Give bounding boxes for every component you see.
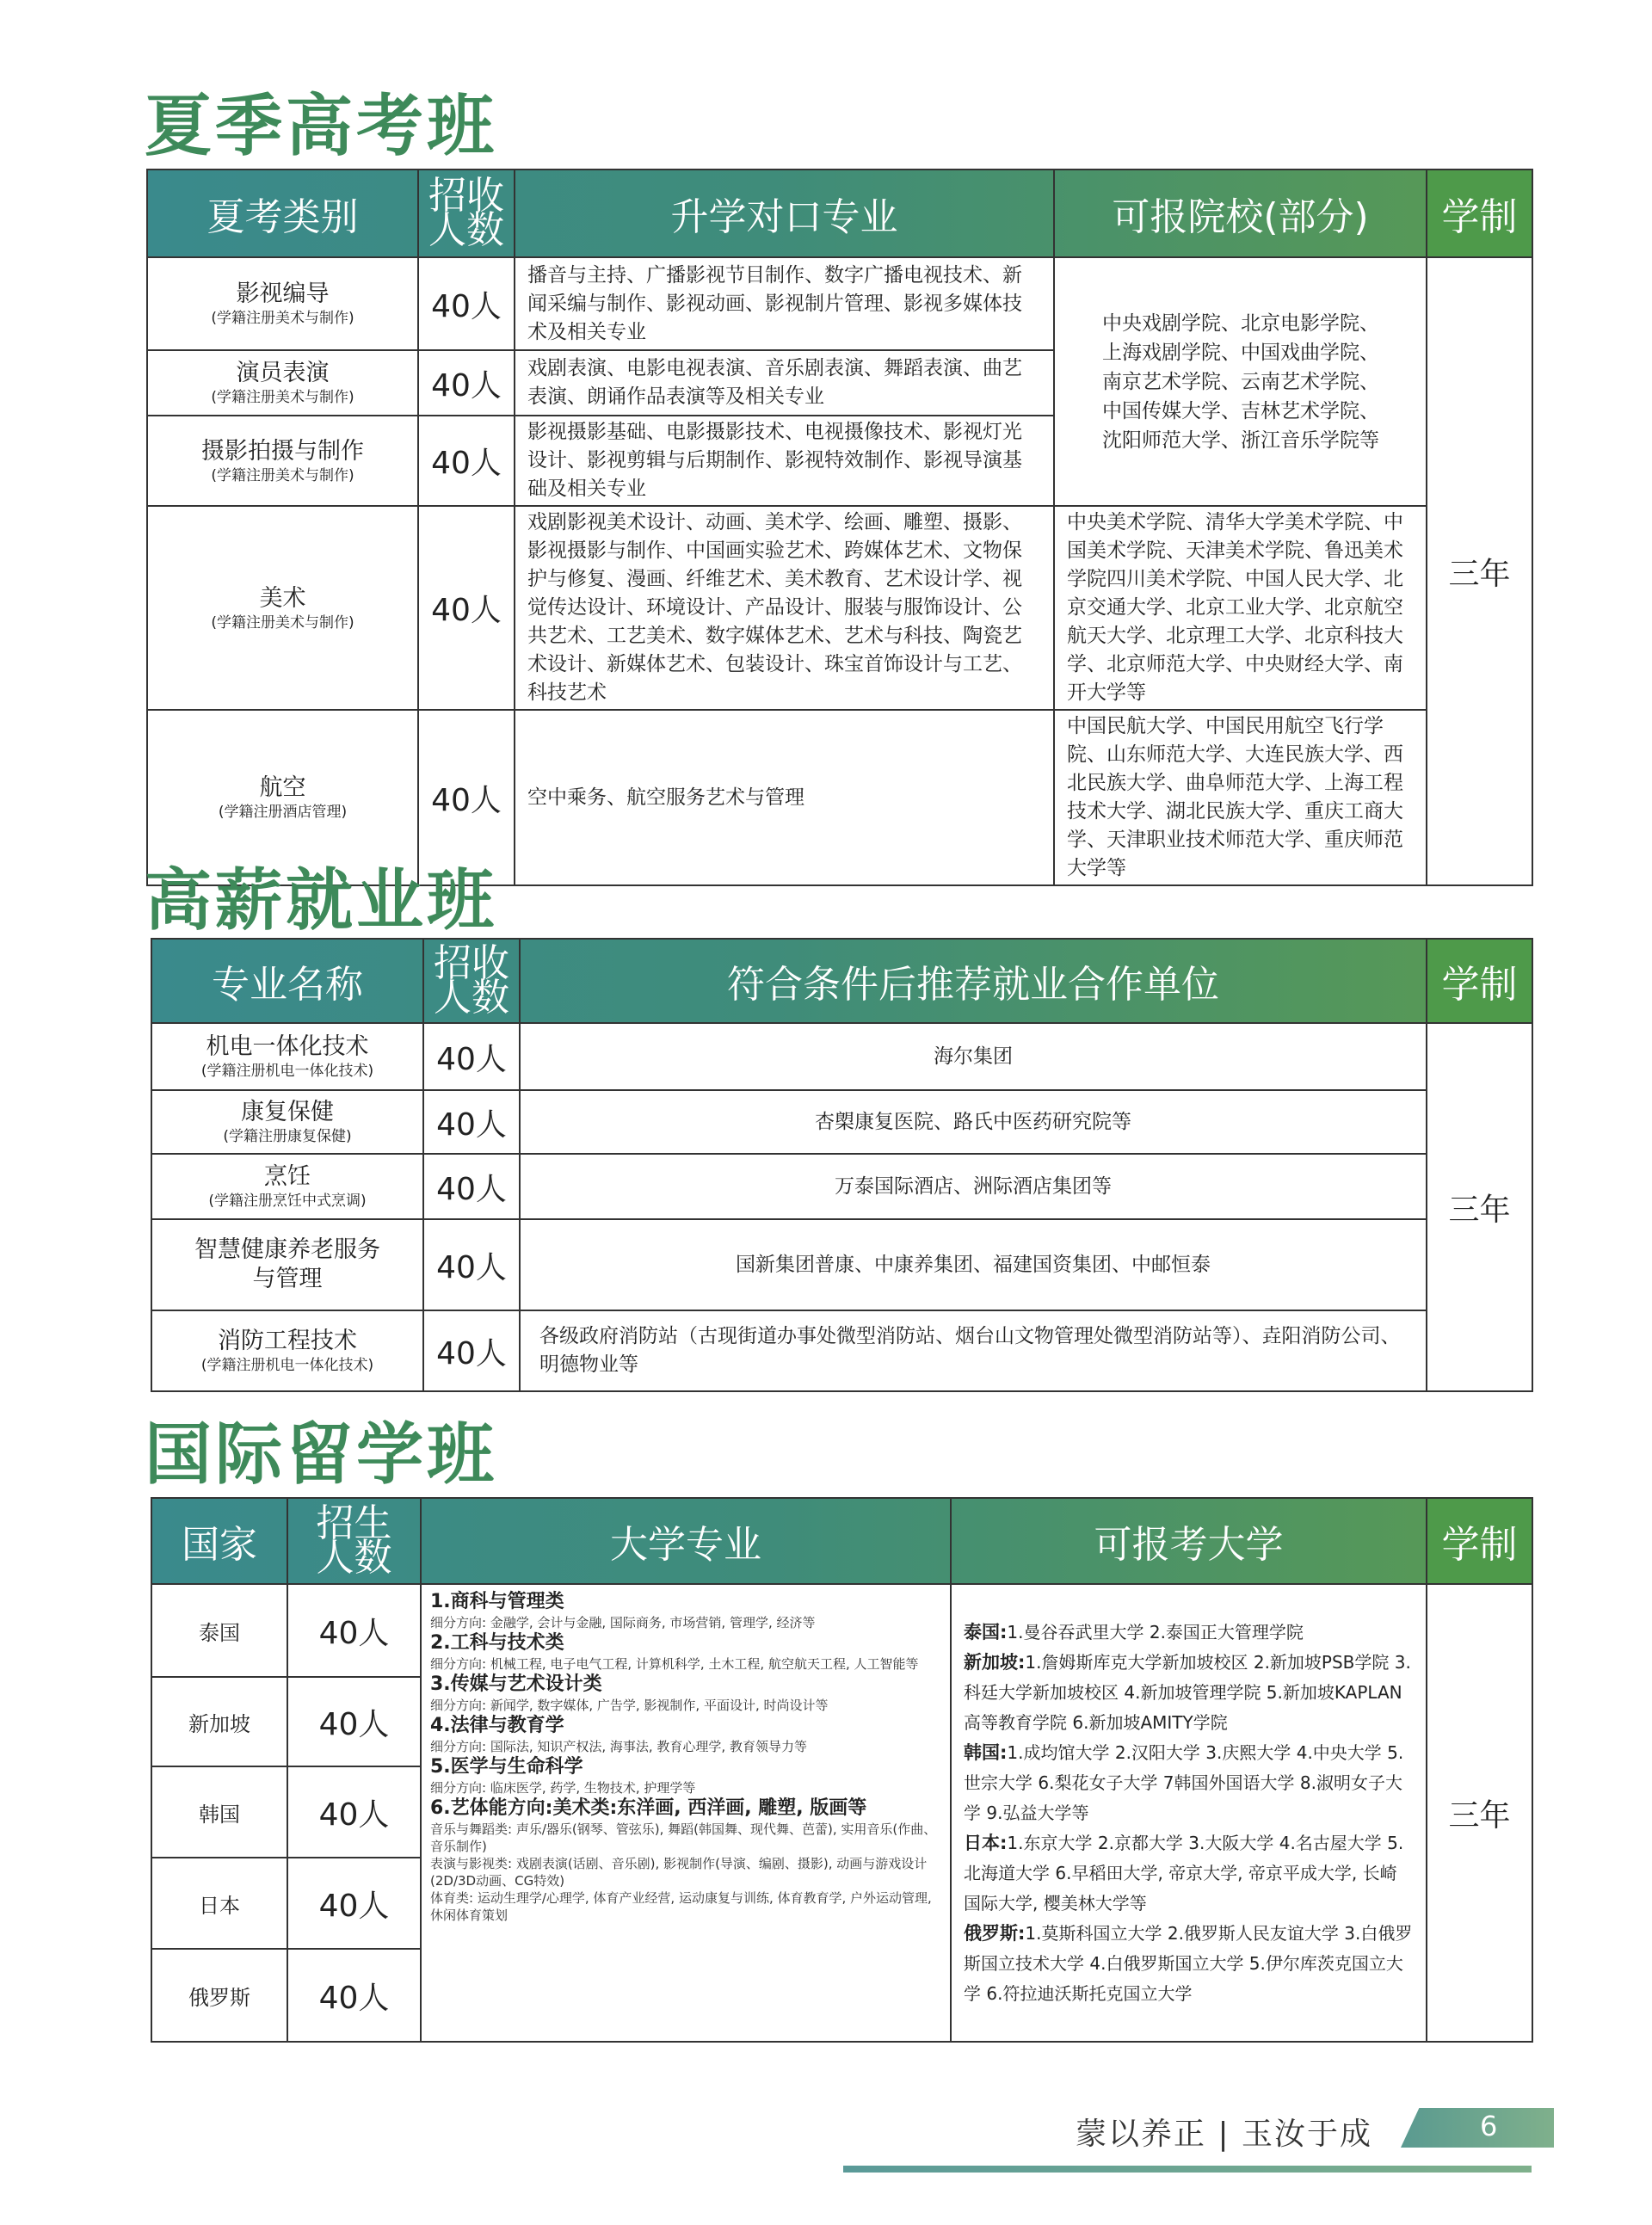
table-row xyxy=(151,1090,1532,1154)
intl-table xyxy=(151,1497,1533,2043)
header-majors: 升学对口专业 xyxy=(515,169,1054,257)
count-cell: 40人 xyxy=(418,506,515,710)
table-row xyxy=(151,1310,1532,1391)
summer-table xyxy=(146,169,1533,886)
major-cell: 机电一体化技术 (学籍注册机电一体化技术) xyxy=(151,1023,423,1090)
schools-cell: 中国民航大学、中国民用航空飞行学院、山东师范大学、大连民族大学、西北民族大学、曲阜师范大学、上海工程技术大学、湖北民族大学、重庆工商大学、天津职业技术师范大学、重庆师范大学等 xyxy=(1054,710,1427,885)
majors-cell: 戏剧表演、电影电视表演、音乐剧表演、舞蹈表演、曲艺表演、朗诵作品表演等及相关专业 xyxy=(515,350,1054,416)
count-cell: 40人 xyxy=(423,1219,520,1310)
header-enroll: 招收 人数 xyxy=(423,939,520,1023)
uni-singapore: 新加坡:1.詹姆斯库克大学新加坡校区 2.新加坡PSB学院 3.科廷大学新加坡校区 4.新加坡管理学院 5.新加坡KAPLAN高等教育学院 6.新加坡AMITY学院 xyxy=(964,1651,1411,1733)
count-cell: 40人 xyxy=(287,1858,421,1949)
major-cell: 消防工程技术 (学籍注册机电一体化技术) xyxy=(151,1310,423,1391)
count-cell: 40人 xyxy=(418,710,515,885)
universities-cell xyxy=(951,1584,1427,2042)
majors-cell: 影视摄影基础、电影摄影技术、电视摄像技术、影视灯光设计、影视剪辑与后期制作、影视特效制作、影视导演基础及相关专业 xyxy=(515,416,1054,506)
schools-cell: 中央戏剧学院、北京电影学院、上海戏剧学院、中国戏曲学院、南京艺术学院、云南艺术学院、中国传媒大学、吉林艺术学院、沈阳师范大学、浙江音乐学院等 xyxy=(1054,257,1427,506)
schools-cell: 中央美术学院、清华大学美术学院、中国美术学院、天津美术学院、鲁迅美术学院四川美术学院、中国人民大学、北京交通大学、北京工业大学、北京航空航天大学、北京理工大学、北京科技大学、北京师范大学、中央财经大学、南开大学等 xyxy=(1054,506,1427,710)
header-years: 学制 xyxy=(1427,1498,1532,1584)
table-row xyxy=(147,506,1532,710)
count-cell: 40人 xyxy=(287,1949,421,2042)
table-row xyxy=(151,1023,1532,1090)
table-row xyxy=(147,257,1532,350)
section-title-employ: 高薪就业班 xyxy=(145,861,498,940)
uni-japan: 日本:1.东京大学 2.京都大学 3.大阪大学 4.名古屋大学 5.北海道大学 6.早稻田大学, 帝京大学, 帝京平成大学, 长崎国际大学, 樱美林大学等 xyxy=(964,1832,1404,1914)
count-cell: 40人 xyxy=(418,350,515,416)
count-cell: 40人 xyxy=(423,1090,520,1154)
employ-table xyxy=(151,938,1533,1392)
country-cell: 泰国 xyxy=(151,1584,287,1677)
category-cell: 美术 (学籍注册美术与制作) xyxy=(147,506,418,710)
header-university-majors: 大学专业 xyxy=(421,1498,951,1584)
footer-bar xyxy=(843,2166,1532,2173)
header-major-name: 专业名称 xyxy=(151,939,423,1023)
header-partners: 符合条件后推荐就业合作单位 xyxy=(520,939,1427,1023)
header-enroll: 招收 人数 xyxy=(418,169,515,257)
country-cell: 俄罗斯 xyxy=(151,1949,287,2042)
count-cell: 40人 xyxy=(423,1310,520,1391)
header-category: 夏考类别 xyxy=(147,169,418,257)
category-cell: 演员表演 (学籍注册美术与制作) xyxy=(147,350,418,416)
majors-cell: 1.商科与管理类 细分方向: 金融学, 会计与金融, 国际商务, 市场营销, 管理学, 经济等 2.工科与技术类 细分方向: 机械工程, 电子电气工程, 计算机科学, 土木工程, 航空航天工程, 人工智能等 3.传媒与艺术设计类 细分方向: 新闻学, 数字媒体, 广告学, 影视制作, 平面设计, 时尚设计等 4.法律与教育学 细分方向: 国际法, 知识产权法, 海事法, 教育心理学, 教育领导力等 5.医学与生命科学 细分方向: 临床医学, 药学, 生物技术, 护理学等 6.艺体能方向:美术类:东洋画, 西洋画, 雕塑, 版画等 音乐与舞蹈类: 声乐/器乐(钢琴、管弦乐), 舞蹈(韩国舞、现代舞、芭蕾), 实用音乐(作曲、音乐制作) 表演与影视类: 戏剧表演(话剧、音乐剧), 影视制作(导演、编剧、摄影), 动画与游戏设计(2D/3D动画、CG特效) 体育类: 运动生理学/心理学, 体育产业经营, 运动康复与训练, 体育教育学, 户外运动管理, 休闲体育策划 xyxy=(421,1584,951,2042)
majors-cell: 戏剧影视美术设计、动画、美术学、绘画、雕塑、摄影、影视摄影与制作、中国画实验艺术、跨媒体艺术、文物保护与修复、漫画、纤维艺术、美术教育、艺术设计学、视觉传达设计、环境设计、产品设计、服装与服饰设计、公共艺术、工艺美术、数字媒体艺术、艺术与科技、陶瓷艺术设计、新媒体艺术、包装设计、珠宝首饰设计与工艺、科技艺术 xyxy=(515,506,1054,710)
count-cell: 40人 xyxy=(287,1677,421,1766)
count-cell: 40人 xyxy=(423,1023,520,1090)
partners-cell: 国新集团普康、中康养集团、福建国资集团、中邮恒泰 xyxy=(520,1219,1427,1310)
partners-cell: 万泰国际酒店、洲际酒店集团等 xyxy=(520,1154,1427,1219)
count-cell: 40人 xyxy=(418,416,515,506)
section-title-summer: 夏季高考班 xyxy=(145,87,498,165)
major-cell: 烹饪 (学籍注册烹饪中式烹调) xyxy=(151,1154,423,1219)
years-cell: 三年 xyxy=(1427,1584,1532,2042)
majors-cell: 空中乘务、航空服务艺术与管理 xyxy=(515,710,1054,885)
partners-cell: 海尔集团 xyxy=(520,1023,1427,1090)
partners-cell: 各级政府消防站（古现街道办事处微型消防站、烟台山文物管理处微型消防站等）、垚阳消防公司、明德物业等 xyxy=(520,1310,1427,1391)
country-cell: 日本 xyxy=(151,1858,287,1949)
category-cell: 影视编导 (学籍注册美术与制作) xyxy=(147,257,418,350)
years-cell: 三年 xyxy=(1427,1023,1532,1391)
page-number: 6 xyxy=(1480,2110,1498,2142)
uni-thailand: 泰国:1.曼谷吞武里大学 2.泰国正大管理学院 xyxy=(964,1621,1304,1643)
header-enroll: 招生 人数 xyxy=(287,1498,421,1584)
country-cell: 韩国 xyxy=(151,1766,287,1858)
major-cell: 康复保健 (学籍注册康复保健) xyxy=(151,1090,423,1154)
footer-slogan: 蒙以养正 | 玉汝于成 xyxy=(1076,2117,1373,2152)
header-years: 学制 xyxy=(1427,939,1532,1023)
table-row xyxy=(151,1154,1532,1219)
table-row xyxy=(147,710,1532,885)
major-cell: 智慧健康养老服务 与管理 xyxy=(151,1219,423,1310)
count-cell: 40人 xyxy=(423,1154,520,1219)
header-country: 国家 xyxy=(151,1498,287,1584)
count-cell: 40人 xyxy=(287,1766,421,1858)
section-title-intl: 国际留学班 xyxy=(145,1415,498,1494)
count-cell: 40人 xyxy=(418,257,515,350)
header-universities: 可报考大学 xyxy=(951,1498,1427,1584)
uni-korea: 韩国:1.成均馆大学 2.汉阳大学 3.庆熙大学 4.中央大学 5.世宗大学 6.梨花女子大学 7韩国外国语大学 8.淑明女子大学 9.弘益大学等 xyxy=(964,1741,1404,1823)
country-cell: 新加坡 xyxy=(151,1677,287,1766)
majors-cell: 播音与主持、广播影视节目制作、数字广播电视技术、新闻采编与制作、影视动画、影视制片管理、影视多媒体技术及相关专业 xyxy=(515,257,1054,350)
uni-russia: 俄罗斯:1.莫斯科国立大学 2.俄罗斯人民友谊大学 3.白俄罗斯国立技术大学 4.白俄罗斯国立大学 5.伊尔库茨克国立大学 6.符拉迪沃斯托克国立大学 xyxy=(964,1922,1413,2004)
partners-cell: 杏㮾康复医院、路氏中医药研究院等 xyxy=(520,1090,1427,1154)
years-cell: 三年 xyxy=(1427,257,1532,885)
category-cell: 摄影拍摄与制作 (学籍注册美术与制作) xyxy=(147,416,418,506)
table-row xyxy=(151,1584,1532,1677)
category-cell: 航空 (学籍注册酒店管理) xyxy=(147,710,418,885)
page-number-badge xyxy=(1401,2108,1554,2148)
count-cell: 40人 xyxy=(287,1584,421,1677)
table-row xyxy=(151,1219,1532,1310)
header-years: 学制 xyxy=(1427,169,1532,257)
header-schools: 可报院校(部分) xyxy=(1054,169,1427,257)
